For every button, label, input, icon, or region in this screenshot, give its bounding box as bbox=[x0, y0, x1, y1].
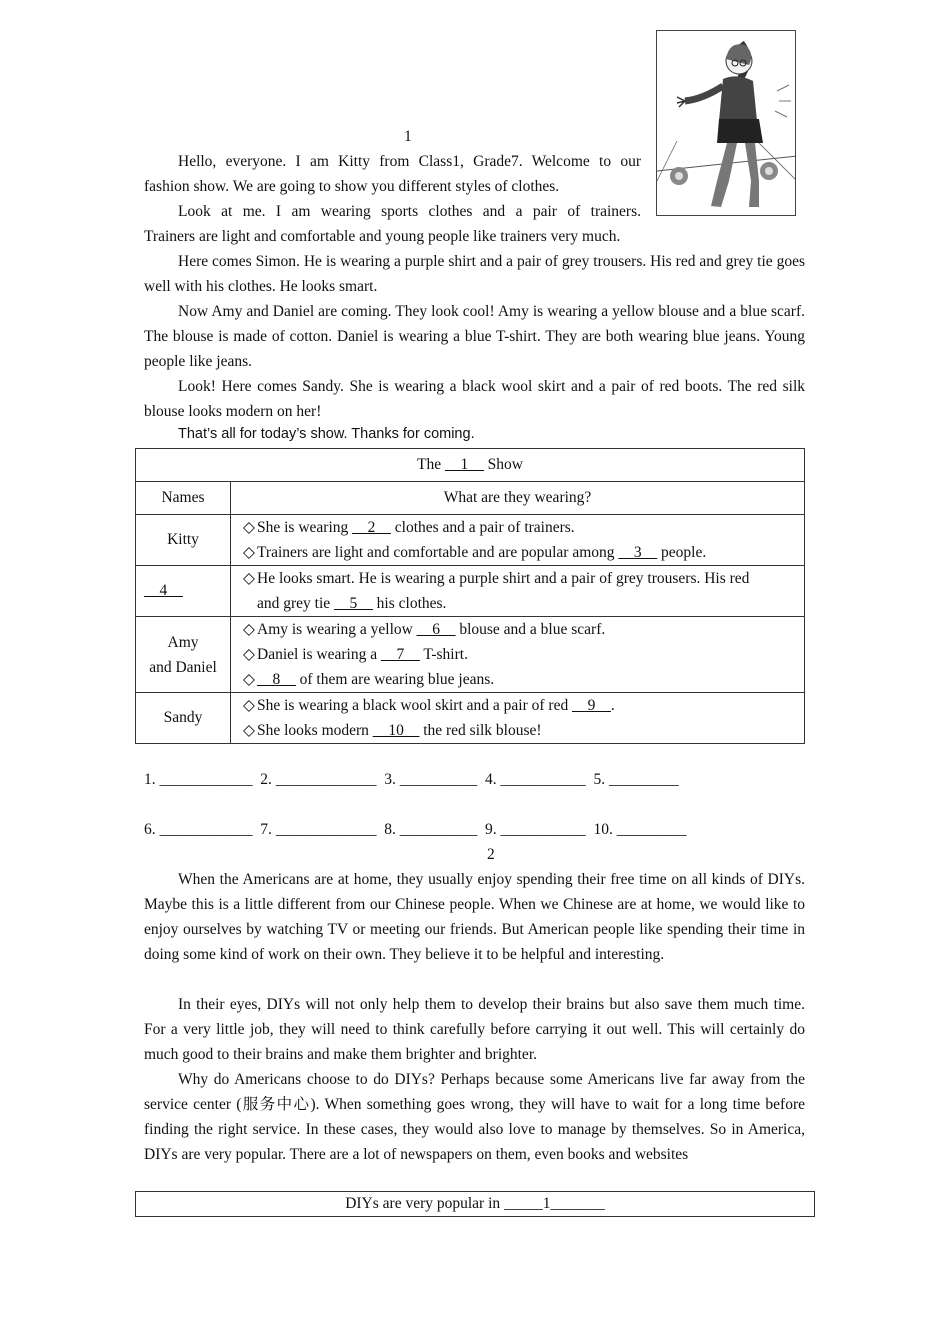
passage1-para2-line1: Look at me. I am wearing sports clothes and a pair of trainers. bbox=[178, 203, 641, 220]
blank-7: __7__ bbox=[380, 646, 420, 663]
column-header-names: Names bbox=[136, 482, 231, 515]
diamond-bullet-icon: ◇ bbox=[243, 570, 255, 587]
passage2-para1: When the Americans are at home, they usually enjoy spending their free time on all kinds of DIYs. Maybe this is a little different from our Chinese people. When we Chinese are at home, we would like to enjoy ourselves by watching TV or meeting our friends. But American people like spending their time in doing some kind of work on their own. They believe it to be helpful and interesting. bbox=[144, 871, 805, 963]
blank-6: __6__ bbox=[416, 621, 456, 638]
blank-1: __1__ bbox=[445, 456, 484, 473]
section-2-number: 2 bbox=[487, 846, 495, 863]
name-sandy: Sandy bbox=[136, 693, 231, 744]
blank-9: __9__ bbox=[572, 697, 611, 714]
blank-8: __8__ bbox=[257, 671, 296, 688]
passage1-para3: Here comes Simon. He is wearing a purple shirt and a pair of grey trousers. His red and grey tie goes well with his clothes. He looks smart. bbox=[144, 253, 805, 295]
column-header-wearing: What are they wearing? bbox=[231, 482, 805, 515]
blank-2: __2__ bbox=[352, 519, 391, 536]
blank-4: __4__ bbox=[144, 582, 183, 599]
diamond-bullet-icon: ◇ bbox=[243, 544, 255, 561]
passage1-para2-line2: Trainers are light and comfortable and young people like trainers very much. bbox=[144, 228, 621, 245]
diy-summary-box: DIYs are very popular in _____1_______ bbox=[135, 1191, 815, 1217]
blank-3: __3__ bbox=[618, 544, 658, 561]
girl-drawing bbox=[657, 31, 796, 216]
answer-line-6-10[interactable]: 6. ____________ 7. _____________ 8. __________ 9. ___________ 10. _________ bbox=[144, 821, 687, 838]
fashion-girl-illustration bbox=[656, 30, 796, 216]
blank-10: __10__ bbox=[372, 722, 420, 739]
amy-daniel-description: ◇ Amy is wearing a yellow __6__ blouse and a blue scarf. ◇ Daniel is wearing a __7__ T-shirt. ◇ __8__ of them are wearing blue jeans. bbox=[231, 617, 805, 693]
diamond-bullet-icon: ◇ bbox=[243, 697, 255, 714]
passage1-para4: Now Amy and Daniel are coming. They look cool! Amy is wearing a yellow blouse and a blue scarf. The blouse is made of cotton. Daniel is wearing a blue T-shirt. They are both wearing blue jeans. Young people like jeans. bbox=[144, 303, 805, 370]
blank-5: __5__ bbox=[334, 595, 373, 612]
passage1-para1-line2: fashion show. We are going to show you different styles of clothes. bbox=[144, 178, 560, 195]
name-amy-and-daniel: Amy and Daniel bbox=[136, 617, 231, 693]
passage2-para3: Why do Americans choose to do DIYs? Perhaps because some Americans live far away from the service center (服务中心). When something goes wrong, they will have to wait for a long time before finding the right service. In these cases, they would also love to manage by themselves. So in America, DIYs are very popular. There are a lot of newspapers on them, even books and websites bbox=[144, 1071, 805, 1163]
diamond-bullet-icon: ◇ bbox=[243, 646, 255, 663]
name-kitty: Kitty bbox=[136, 515, 231, 566]
table-title: The __1__ Show bbox=[136, 449, 805, 482]
sandy-description: ◇ She is wearing a black wool skirt and a pair of red __9__. ◇ She looks modern __10__ the red silk blouse! bbox=[231, 693, 805, 744]
section-1-number: 1 bbox=[404, 128, 412, 145]
diamond-bullet-icon: ◇ bbox=[243, 722, 255, 739]
answer-line-1-5[interactable]: 1. ____________ 2. _____________ 3. __________ 4. ___________ 5. _________ bbox=[144, 771, 679, 788]
passage1-para5: Look! Here comes Sandy. She is wearing a black wool skirt and a pair of red boots. The red silk blouse looks modern on her! bbox=[144, 378, 805, 420]
passage2-para2: In their eyes, DIYs will not only help them to develop their brains but also save them much time. For a very little job, they will need to think carefully before carrying it out well. This will certainly do much good to their brains and make them brighter and brighter. bbox=[144, 996, 805, 1063]
diamond-bullet-icon: ◇ bbox=[243, 671, 255, 688]
diamond-bullet-icon: ◇ bbox=[243, 519, 255, 536]
diamond-bullet-icon: ◇ bbox=[243, 621, 255, 638]
simon-description: ◇ He looks smart. He is wearing a purple shirt and a pair of grey trousers. His red and grey tie __5__ his clothes. bbox=[231, 566, 805, 617]
fashion-show-table bbox=[135, 448, 805, 744]
kitty-description: ◇ She is wearing __2__ clothes and a pair of trainers. ◇ Trainers are light and comfortable and are popular among __3__ people. bbox=[231, 515, 805, 566]
passage1-para6: That’s all for today’s show. Thanks for coming. bbox=[178, 426, 475, 442]
name-blank-4 bbox=[136, 566, 231, 617]
passage1-para1-line1: Hello, everyone. I am Kitty from Class1, Grade7. Welcome to our bbox=[178, 153, 641, 170]
